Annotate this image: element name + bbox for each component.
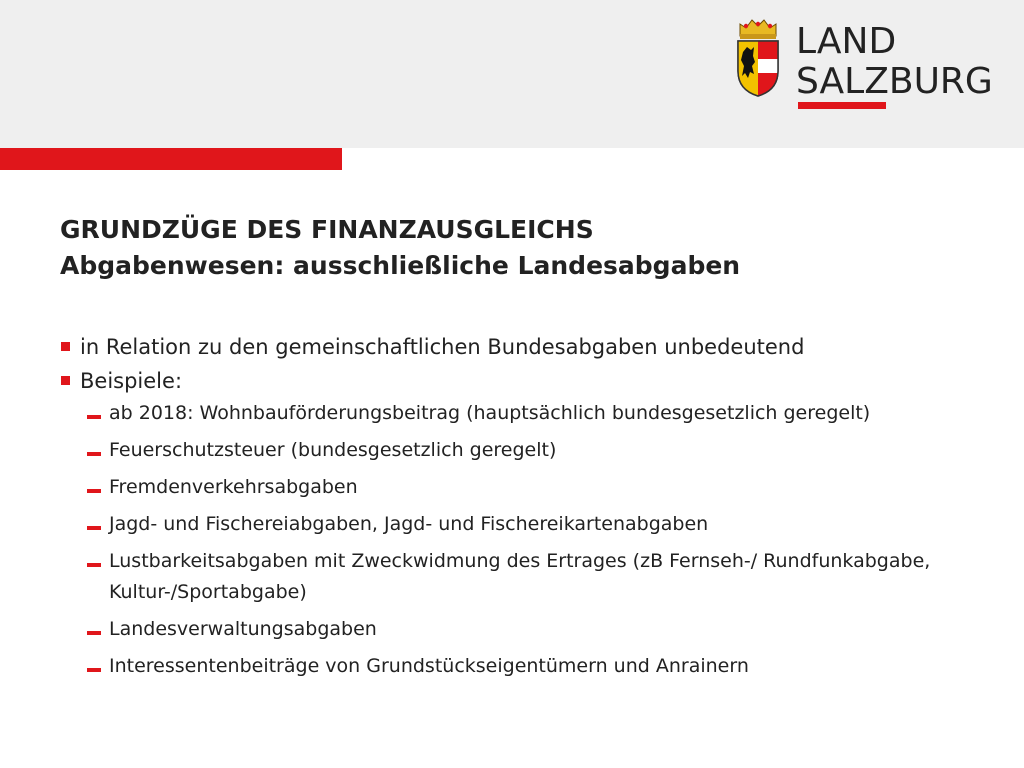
example-text: Fremdenverkehrsabgaben <box>109 476 358 498</box>
coat-of-arms-icon <box>734 16 782 98</box>
example-item <box>60 509 980 540</box>
dash-bullet-icon <box>87 526 101 530</box>
example-text: Feuerschutzsteuer (bundesgesetzlich geregelt) <box>109 439 557 461</box>
example-item <box>60 614 980 645</box>
example-text: Landesverwaltungsabgaben <box>109 618 377 640</box>
example-item <box>60 546 980 608</box>
example-text: ab 2018: Wohnbauförderungsbeitrag (hauptsächlich bundesgesetzlich geregelt) <box>109 402 871 424</box>
bullet-item <box>60 330 980 364</box>
land-salzburg-logo <box>734 16 1004 112</box>
example-text: Interessentenbeiträge von Grundstückseigentümern und Anrainern <box>109 655 749 677</box>
logo-underline <box>798 102 886 109</box>
bullet-text: in Relation zu den gemeinschaftlichen Bundesabgaben unbedeutend <box>80 335 805 359</box>
dash-bullet-icon <box>87 563 101 567</box>
dash-bullet-icon <box>87 452 101 456</box>
dash-bullet-icon <box>87 415 101 419</box>
logo-text-line2: SALZBURG <box>796 61 993 102</box>
dash-bullet-icon <box>87 631 101 635</box>
example-item <box>60 398 980 429</box>
example-text: Lustbarkeitsabgaben mit Zweckwidmung des Ertrages (zB Fernseh-/ Rundfunkabgabe, Kultur-/Sportabgabe) <box>109 550 931 603</box>
examples-list <box>60 398 980 682</box>
square-bullet-icon <box>61 342 70 351</box>
example-item <box>60 472 980 503</box>
square-bullet-icon <box>61 376 70 385</box>
example-item <box>60 651 980 682</box>
accent-bar <box>0 148 342 170</box>
slide-body <box>60 330 980 688</box>
example-item <box>60 435 980 466</box>
dash-bullet-icon <box>87 668 101 672</box>
bullet-item <box>60 364 980 398</box>
dash-bullet-icon <box>87 489 101 493</box>
bullet-text: Beispiele: <box>80 369 183 393</box>
slide-title <box>60 212 990 284</box>
example-text: Jagd- und Fischereiabgaben, Jagd- und Fischereikartenabgaben <box>109 513 709 535</box>
logo-text-line1: LAND <box>796 21 897 62</box>
title-line-2: Abgabenwesen: ausschließliche Landesabgaben <box>60 251 741 280</box>
title-line-1: GRUNDZÜGE DES FINANZAUSGLEICHS <box>60 215 594 244</box>
